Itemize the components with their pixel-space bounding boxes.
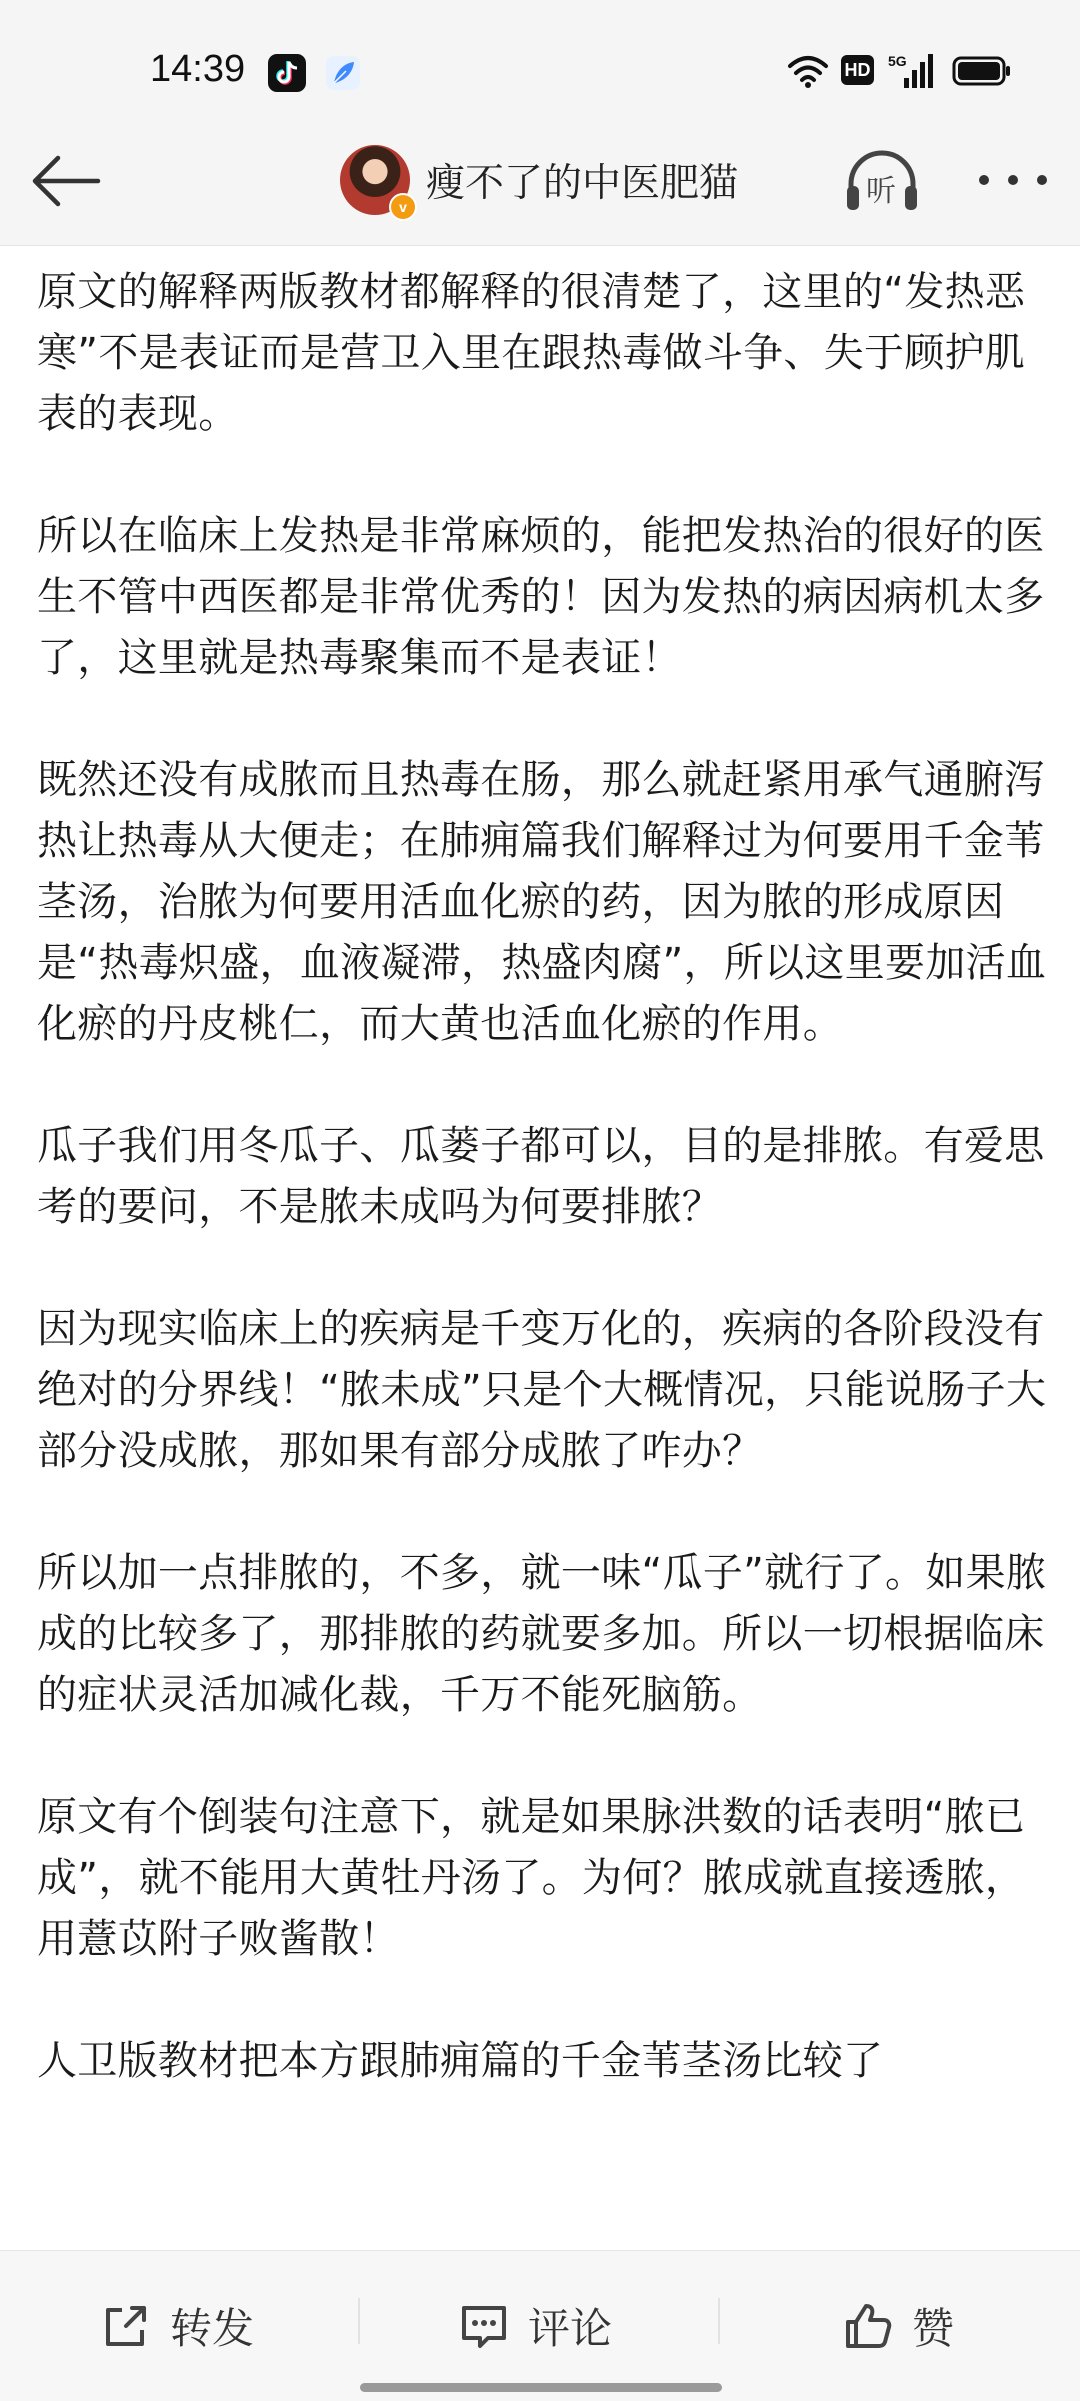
more-icon[interactable] [976,172,1050,188]
author-name[interactable]: 瘦不了的中医肥猫 [426,161,739,206]
article-paragraph: 既然还没有成脓而且热毒在肠，那么就赶紧用承气通腑泻热让热毒从大便走；在肺痈篇我们解释过为何要用千金苇茎汤，治脓为何要用活血化瘀的药，因为脓的形成原因是“热毒炽盛，血液凝滞，热盛肉腐”，所以这里要加活血化瘀的丹皮桃仁，而大黄也活血化瘀的作用。 [37,757,1047,1047]
repost-button[interactable] [100,2296,254,2356]
comment-button[interactable] [458,2296,612,2356]
verified-badge-icon: v [389,193,417,221]
status-time: 14:39 [150,48,246,90]
article-paragraph: 原文的解释两版教材都解释的很清楚了，这里的“发热恶寒”不是表证而是营卫入里在跟热毒做斗争、失于顾护肌表的表现。 [37,269,1026,437]
article-paragraph: 所以加一点排脓的，不多，就一味“瓜子”就行了。如果脓成的比较多了，那排脓的药就要多加。所以一切根据临床的症状灵活加减化裁，千万不能死脑筋。 [37,1550,1047,1718]
signal-icon [888,52,934,90]
comment-icon [458,2300,510,2352]
article-paragraph: 所以在临床上发热是非常麻烦的，能把发热治的很好的医生不管中西医都是非常优秀的！因为发热的病因病机太多了，这里就是热毒聚集而不是表证！ [37,513,1045,681]
comment-label: 评论 [528,2304,613,2353]
home-indicator[interactable] [360,2383,722,2392]
tiktok-icon [268,54,306,92]
like-label: 赞 [912,2304,955,2353]
feather-icon [326,56,360,90]
article-body [37,262,1053,2250]
thumbs-up-icon [842,2300,894,2352]
article-paragraph: 人卫版教材把本方跟肺痈篇的千金苇茎汤比较了 [37,2038,884,2084]
article-paragraph: 瓜子我们用冬瓜子、瓜蒌子都可以，目的是排脓。有爱思考的要问，不是脓未成吗为何要排脓？ [37,1123,1045,1230]
share-icon [100,2300,152,2352]
back-arrow-icon[interactable] [28,150,104,212]
network-type-label: 5G [888,53,907,69]
wifi-icon [786,54,830,88]
article-paragraph: 因为现实临床上的疾病是千变万化的，疾病的各阶段没有绝对的分界线！“脓未成”只是个大概情况，只能说肠子大部分没成脓，那如果有部分成脓了咋办？ [37,1306,1047,1474]
divider [358,2298,360,2344]
article-paragraph: 原文有个倒装句注意下，就是如果脉洪数的话表明“脓已成”，就不能用大黄牡丹汤了。为何？脓成就直接透脓，用薏苡附子败酱散！ [37,1794,1026,1962]
listen-label[interactable]: 听 [866,174,896,209]
hd-icon: HD [841,55,874,85]
repost-label: 转发 [170,2304,255,2353]
divider [718,2298,720,2344]
like-button[interactable] [842,2296,954,2356]
battery-icon [952,55,1012,87]
